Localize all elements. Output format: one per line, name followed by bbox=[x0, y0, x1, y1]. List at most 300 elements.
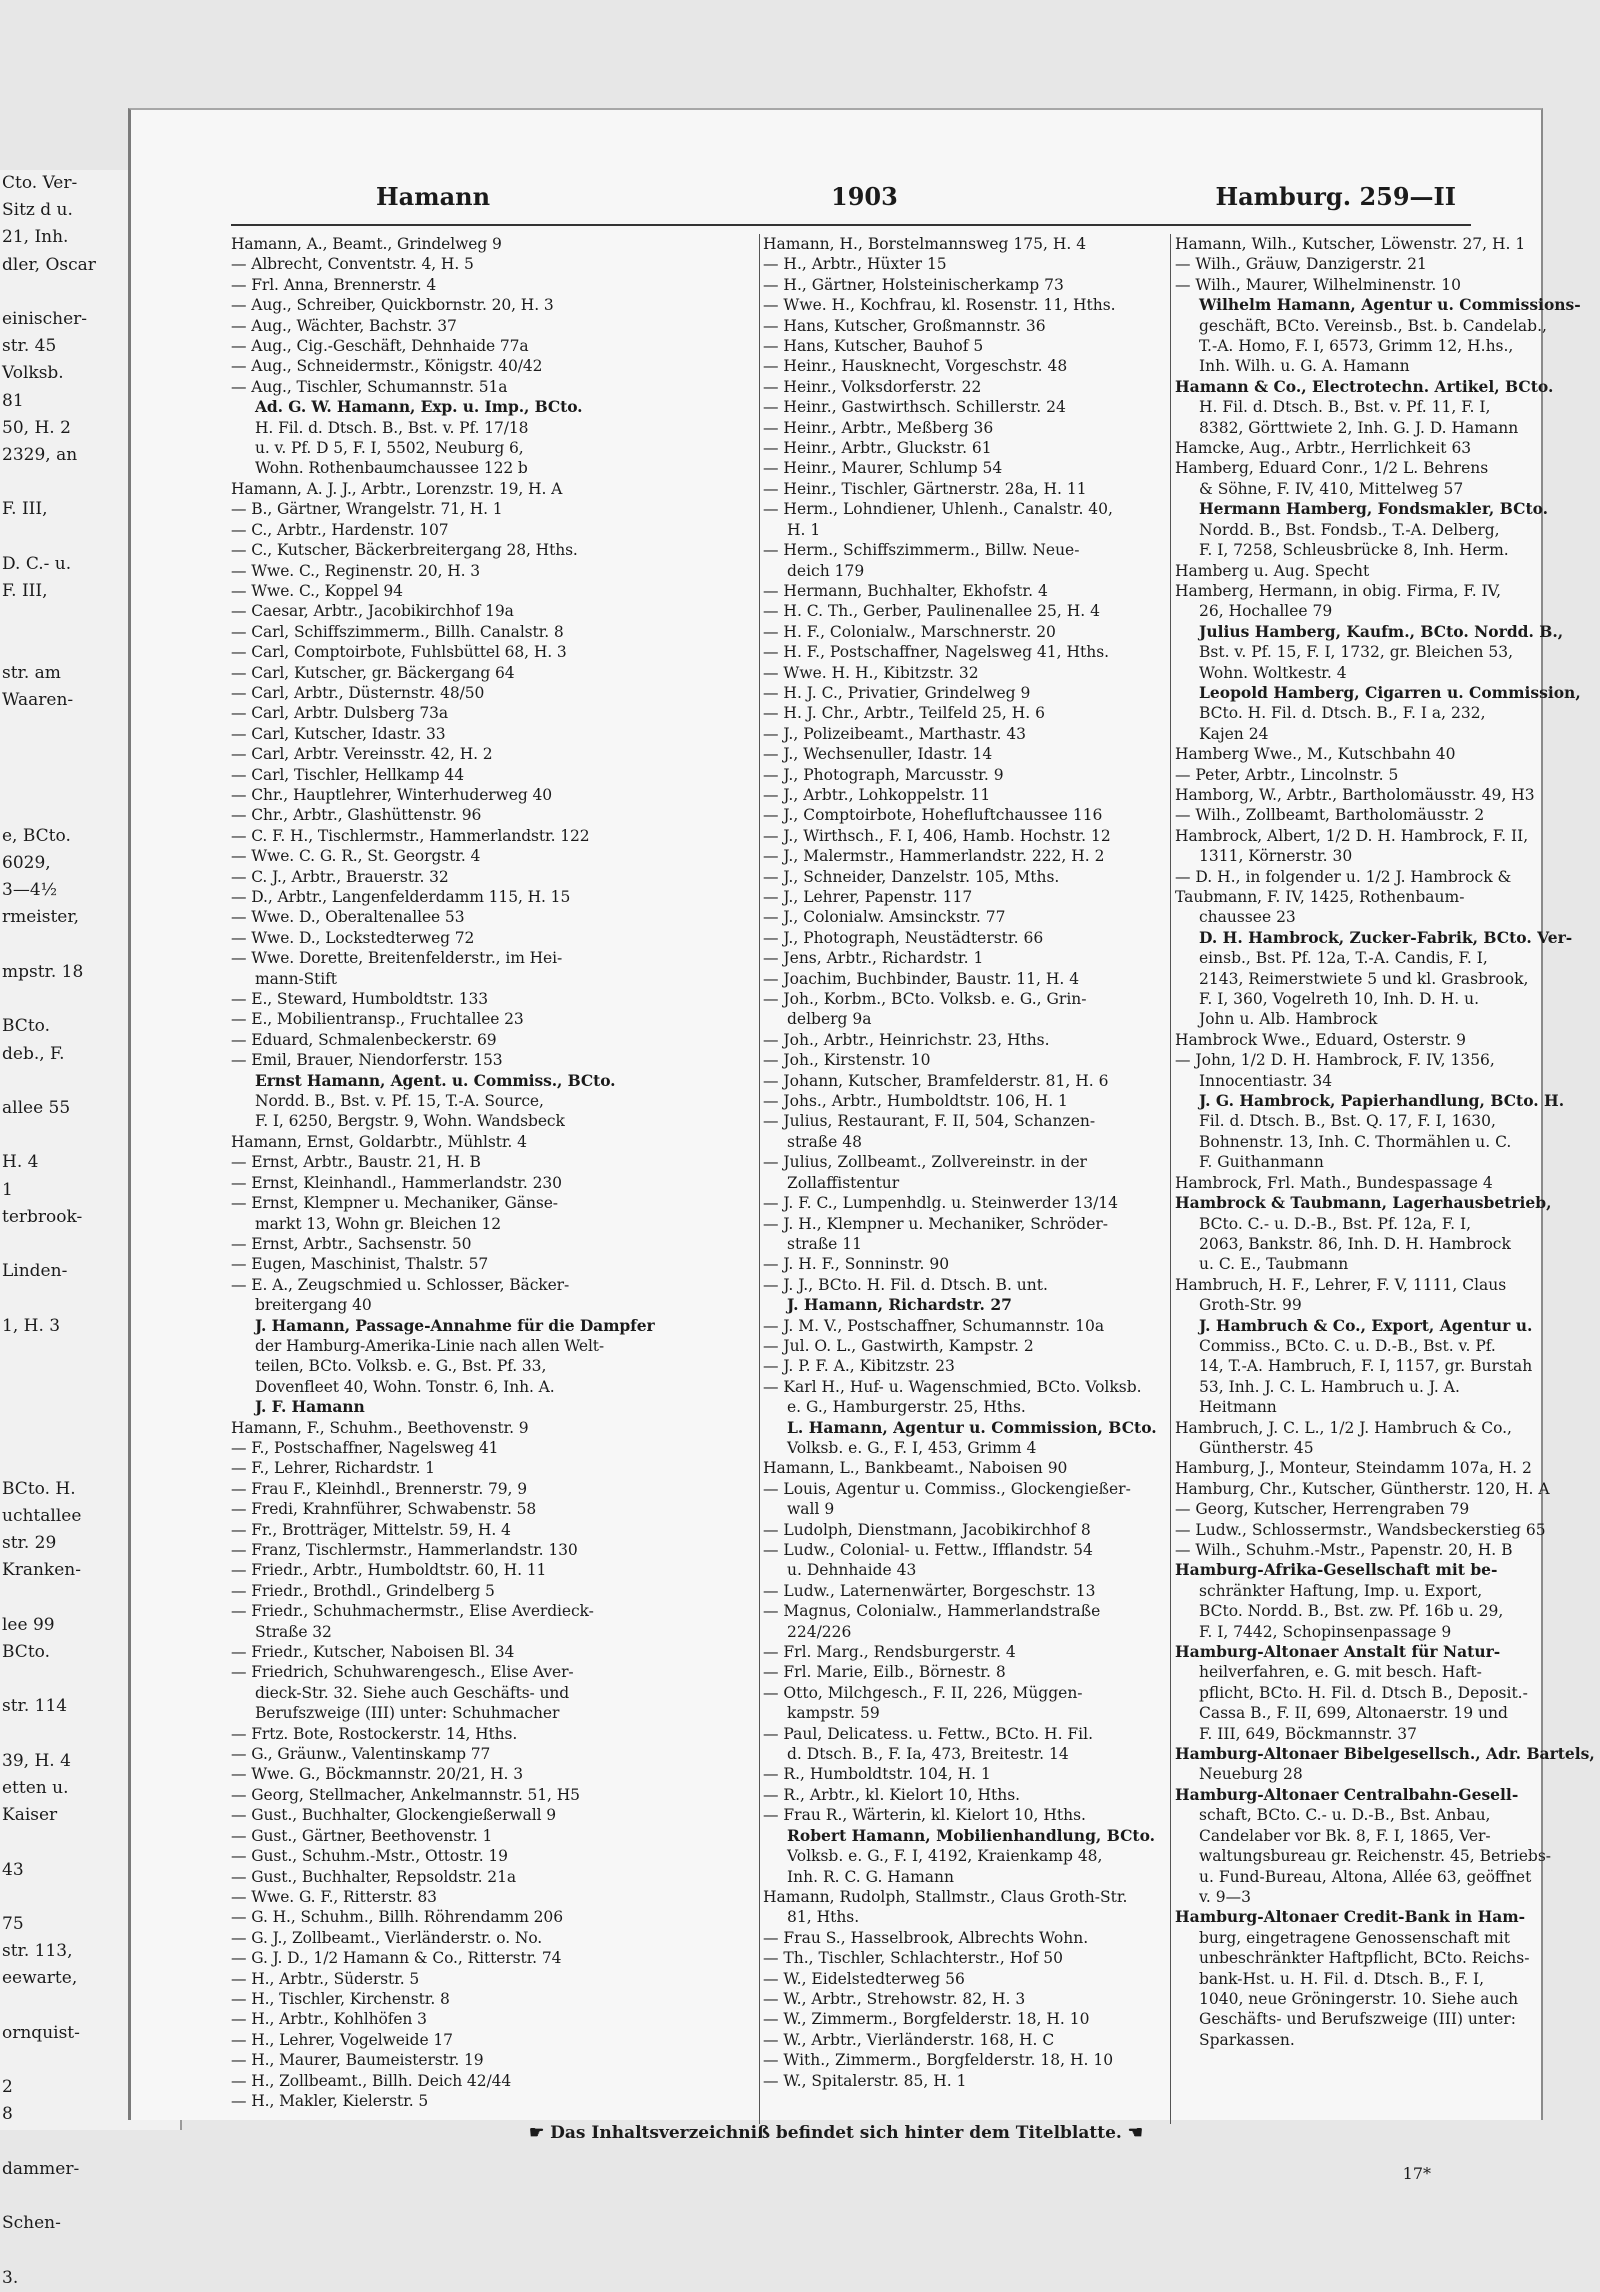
header-name: Hamann bbox=[376, 182, 491, 211]
directory-entry-line: — Ernst, Arbtr., Baustr. 21, H. B bbox=[231, 1153, 481, 1172]
previous-page-line: ornquist- bbox=[2, 2022, 80, 2043]
directory-entry-line: Nordd. B., Bst. Fondsb., T.-A. Delberg, bbox=[1199, 520, 1500, 539]
directory-entry-line: unbeschränkter Haftpflicht, BCto. Reichs- bbox=[1199, 1949, 1530, 1968]
directory-entry-line: Hambruch, H. F., Lehrer, F. V, 1111, Claus bbox=[1175, 1275, 1507, 1294]
directory-entry-line: u. Dehnhaide 43 bbox=[787, 1561, 917, 1580]
directory-entry-line: — C. J., Arbtr., Brauerstr. 32 bbox=[231, 867, 449, 886]
directory-entry-line: — Wwe. C., Koppel 94 bbox=[231, 581, 403, 600]
directory-entry-line: — Herm., Schiffszimmerm., Billw. Neue- bbox=[763, 541, 1080, 560]
directory-entry-line: — D. H., in folgender u. 1/2 J. Hambrock & bbox=[1175, 867, 1512, 886]
directory-entry-line: Wohn. Woltkestr. 4 bbox=[1199, 663, 1347, 682]
directory-entry-line: H. Fil. d. Dtsch. B., Bst. v. Pf. 11, F. I, bbox=[1199, 398, 1491, 417]
directory-entry-line: — G. H., Schuhm., Billh. Röhrendamm 206 bbox=[231, 1908, 563, 1927]
directory-entry-line: — Frau S., Hasselbrook, Albrechts Wohn. bbox=[763, 1928, 1089, 1947]
directory-entry-line: Hamann, Rudolph, Stallmstr., Claus Groth-Str. bbox=[763, 1887, 1128, 1906]
directory-entry-line: — Heinr., Volksdorferstr. 22 bbox=[763, 377, 982, 396]
directory-entry-line: — Joh., Arbtr., Heinrichstr. 23, Hths. bbox=[763, 1030, 1050, 1049]
directory-entry-line: — Hermann, Buchhalter, Ekhofstr. 4 bbox=[763, 581, 1048, 600]
directory-entry-line: — H., Arbtr., Hüxter 15 bbox=[763, 255, 947, 274]
footer-note: ☛ Das Inhaltsverzeichniß befindet sich hinter dem Titelblatte. ☚ bbox=[529, 2123, 1143, 2143]
directory-entry-line: — Otto, Milchgesch., F. II, 226, Müggen- bbox=[763, 1683, 1083, 1702]
directory-entry-line: — J., Photograph, Neustädterstr. 66 bbox=[763, 928, 1044, 947]
directory-entry-line: Leopold Hamberg, Cigarren u. Commission, bbox=[1199, 682, 1581, 702]
directory-entry-line: Hamann, Ernst, Goldarbtr., Mühlstr. 4 bbox=[231, 1132, 527, 1151]
directory-entry-line: F. I, 7442, Schopinsenpassage 9 bbox=[1199, 1622, 1452, 1641]
directory-entry-line: — Heinr., Tischler, Gärtnerstr. 28a, H. 11 bbox=[763, 479, 1087, 498]
directory-entry-line: — E. A., Zeugschmied u. Schlosser, Bäcker- bbox=[231, 1275, 570, 1294]
directory-entry-line: — Jul. O. L., Gastwirth, Kampstr. 2 bbox=[763, 1336, 1034, 1355]
directory-entry-line: F. Guithanmann bbox=[1199, 1153, 1324, 1172]
directory-entry-line: BCto. Nordd. B., Bst. zw. Pf. 16b u. 29, bbox=[1199, 1602, 1504, 1621]
directory-entry-line: — Heinr., Arbtr., Gluckstr. 61 bbox=[763, 439, 992, 458]
directory-entry-line: — H., Lehrer, Vogelweide 17 bbox=[231, 2030, 453, 2049]
previous-page-line: Cto. Ver- bbox=[2, 173, 78, 193]
directory-entry-line: 81, Hths. bbox=[787, 1908, 860, 1927]
previous-page-line: 1, H. 3 bbox=[2, 1315, 61, 1336]
directory-entry-line: — J. H. F., Sonninstr. 90 bbox=[763, 1255, 950, 1274]
directory-entry-line: — H., Makler, Kielerstr. 5 bbox=[231, 2091, 429, 2110]
directory-entry-line: — Joh., Kirstenstr. 10 bbox=[763, 1051, 931, 1070]
directory-entry-line: John u. Alb. Hambrock bbox=[1199, 1010, 1378, 1029]
directory-entry-line: Wohn. Rothenbaumchaussee 122 b bbox=[255, 459, 528, 478]
directory-entry-line: — Carl, Arbtr. Dulsberg 73a bbox=[231, 704, 449, 723]
previous-page-line: Kaiser bbox=[2, 1805, 58, 1826]
directory-entry-line: Julius Hamberg, Kaufm., BCto. Nordd. B., bbox=[1199, 621, 1564, 641]
directory-entry-line: H. 1 bbox=[787, 520, 821, 539]
directory-entry-line: — Gust., Gärtner, Beethovenstr. 1 bbox=[231, 1826, 493, 1845]
previous-page-line: D. C.- u. bbox=[2, 553, 72, 574]
directory-entry-line: — Joh., Korbm., BCto. Volksb. e. G., Grin- bbox=[763, 990, 1087, 1009]
directory-entry-line: — Caesar, Arbtr., Jacobikirchhof 19a bbox=[231, 602, 514, 621]
directory-entry-line: — Carl, Kutscher, Idastr. 33 bbox=[231, 724, 446, 743]
directory-entry-line: dieck-Str. 32. Siehe auch Geschäfts- und bbox=[255, 1683, 570, 1702]
column-3 bbox=[1175, 234, 1595, 2050]
directory-entry-line: Inh. R. C. G. Hamann bbox=[787, 1867, 954, 1886]
directory-entry-line: — Joachim, Buchbinder, Baustr. 11, H. 4 bbox=[763, 969, 1080, 988]
directory-entry-line: — Wwe. H. H., Kibitzstr. 32 bbox=[763, 663, 979, 682]
directory-entry-line: — R., Humboldtstr. 104, H. 1 bbox=[763, 1765, 991, 1784]
previous-page-line: 43 bbox=[2, 1859, 24, 1880]
directory-entry-line: — Hans, Kutscher, Großmannstr. 36 bbox=[763, 316, 1046, 335]
directory-entry-line: — D., Arbtr., Langenfelderdamm 115, H. 15 bbox=[231, 888, 571, 906]
directory-entry-line: H. Fil. d. Dtsch. B., Bst. v. Pf. 17/18 bbox=[255, 418, 529, 437]
directory-entry-line: Güntherstr. 45 bbox=[1199, 1438, 1314, 1457]
directory-entry-line: — Th., Tischler, Schlachterstr., Hof 50 bbox=[763, 1949, 1063, 1968]
directory-entry-line: — Friedrich, Schuhwarengesch., Elise Aver- bbox=[231, 1663, 574, 1682]
directory-entry-line: — Carl, Tischler, Hellkamp 44 bbox=[231, 765, 464, 784]
directory-entry-line: — H., Zollbeamt., Billh. Deich 42/44 bbox=[231, 2071, 512, 2090]
directory-entry-line: — H., Arbtr., Kohlhöfen 3 bbox=[231, 2010, 427, 2029]
directory-entry-line: — E., Steward, Humboldtstr. 133 bbox=[231, 990, 489, 1009]
directory-entry-line: — Julius, Restaurant, F. II, 504, Schanzen- bbox=[763, 1112, 1096, 1131]
directory-entry-line: — Wwe. Dorette, Breitenfelderstr., im Hei- bbox=[231, 949, 563, 968]
directory-entry-line: — F., Lehrer, Richardstr. 1 bbox=[231, 1459, 435, 1478]
directory-entry-line: Kajen 24 bbox=[1199, 724, 1269, 743]
directory-entry-line: J. Hamann, Passage-Annahme für die Dampfer bbox=[255, 1315, 655, 1335]
directory-entry-line: 1311, Körnerstr. 30 bbox=[1199, 847, 1353, 866]
directory-entry-line: wall 9 bbox=[787, 1500, 835, 1519]
directory-entry-line: — C., Kutscher, Bäckerbreitergang 28, Hths. bbox=[231, 541, 578, 560]
directory-entry-line: Berufszweige (III) unter: Schuhmacher bbox=[255, 1704, 560, 1723]
directory-entry-line: & Söhne, F. IV, 410, Mittelweg 57 bbox=[1199, 479, 1464, 498]
directory-entry-line: — Frl. Marg., Rendsburgerstr. 4 bbox=[763, 1643, 1016, 1662]
directory-entry-line: — Eugen, Maschinist, Thalstr. 57 bbox=[231, 1255, 489, 1274]
directory-entry-line: — Wilh., Gräuw, Danzigerstr. 21 bbox=[1175, 255, 1427, 274]
directory-entry-line: 53, Inh. J. C. L. Hambruch u. J. A. bbox=[1199, 1377, 1460, 1396]
directory-entry-line: — With., Zimmerm., Borgfelderstr. 18, H. 10 bbox=[763, 2051, 1114, 2070]
previous-page-line: lee 99 bbox=[2, 1614, 55, 1635]
directory-entry-line: — Herm., Lohndiener, Uhlenh., Canalstr. 40, bbox=[763, 500, 1113, 519]
directory-entry-line: — J., Schneider, Danzelstr. 105, Mths. bbox=[763, 867, 1060, 886]
directory-entry-line: — Wwe. G., Böckmannstr. 20/21, H. 3 bbox=[231, 1765, 523, 1784]
directory-entry-line: — Carl, Arbtr., Düsternstr. 48/50 bbox=[231, 683, 485, 702]
directory-entry-line: — J., Colonialw. Amsinckstr. 77 bbox=[763, 908, 1006, 927]
directory-entry-line: Hamann, Wilh., Kutscher, Löwenstr. 27, H. 1 bbox=[1175, 235, 1526, 253]
previous-page-line: 39, H. 4 bbox=[2, 1750, 71, 1771]
directory-entry-line: waltungsbureau gr. Reichenstr. 45, Betriebs- bbox=[1199, 1847, 1552, 1866]
directory-entry-line: — Wwe. C., Reginenstr. 20, H. 3 bbox=[231, 561, 481, 580]
directory-entry-line: — Emil, Brauer, Niendorferstr. 153 bbox=[231, 1051, 503, 1070]
previous-page-line bbox=[0, 2237, 180, 2264]
directory-entry-line: F. I, 6250, Bergstr. 9, Wohn. Wandsbeck bbox=[255, 1112, 565, 1131]
directory-entry-line: Hamburg, J., Monteur, Steindamm 107a, H. 2 bbox=[1175, 1459, 1532, 1478]
directory-entry-line: BCto. C.- u. D.-B., Bst. Pf. 12a, F. I, bbox=[1199, 1214, 1472, 1233]
directory-entry-line: — C. F. H., Tischlermstr., Hammerlandstr. 122 bbox=[231, 826, 590, 845]
directory-entry-line: — J., Malermstr., Hammerlandstr. 222, H. 2 bbox=[763, 847, 1105, 866]
directory-entry-line: Sparkassen. bbox=[1199, 2030, 1295, 2049]
previous-page-line: eewarte, bbox=[2, 1968, 78, 1989]
directory-entry-line: der Hamburg-Amerika-Linie nach allen Welt- bbox=[255, 1336, 605, 1355]
directory-entry-line: Hamberg, Eduard Conr., 1/2 L. Behrens bbox=[1175, 459, 1489, 478]
directory-entry-line: — Ludw., Colonial- u. Fettw., Ifflandstr. 54 bbox=[763, 1541, 1093, 1559]
previous-page-line: 50, H. 2 bbox=[2, 417, 71, 438]
directory-entry-line: Hamberg u. Aug. Specht bbox=[1175, 561, 1370, 580]
directory-entry-line: Hamburg-Altonaer Anstalt für Natur- bbox=[1175, 1642, 1501, 1662]
directory-entry-line: — J. P. F. A., Kibitzstr. 23 bbox=[763, 1357, 955, 1376]
directory-entry-line: deich 179 bbox=[787, 561, 865, 580]
directory-entry-line: — W., Arbtr., Strehowstr. 82, H. 3 bbox=[763, 1989, 1026, 2008]
directory-entry-line: — Aug., Tischler, Schumannstr. 51a bbox=[231, 377, 508, 396]
directory-entry-line: — Peter, Arbtr., Lincolnstr. 5 bbox=[1175, 765, 1399, 784]
directory-entry-line: L. Hamann, Agentur u. Commission, BCto. bbox=[787, 1417, 1157, 1437]
directory-entry-line: — H. J. Chr., Arbtr., Teilfeld 25, H. 6 bbox=[763, 704, 1045, 723]
directory-entry-line: Hambrock & Taubmann, Lagerhausbetrieb, bbox=[1175, 1193, 1552, 1213]
previous-page-line: deb., F. bbox=[2, 1043, 65, 1064]
directory-entry-line: J. F. Hamann bbox=[255, 1397, 365, 1417]
directory-entry-line: — H. C. Th., Gerber, Paulinenallee 25, H. 4 bbox=[763, 602, 1100, 621]
directory-entry-line: — Fr., Brotträger, Mittelstr. 59, H. 4 bbox=[231, 1520, 511, 1539]
directory-entry-line: — G. J., Zollbeamt., Vierländerstr. o. No. bbox=[231, 1928, 543, 1947]
directory-entry-line: 14, T.-A. Hambruch, F. I, 1157, gr. Burstah bbox=[1199, 1357, 1533, 1376]
directory-entry-line: — Frau F., Kleinhdl., Brennerstr. 79, 9 bbox=[231, 1479, 527, 1498]
directory-entry-line: F. I, 7258, Schleusbrücke 8, Inh. Herm. bbox=[1199, 541, 1509, 560]
directory-entry-line: — Aug., Wächter, Bachstr. 37 bbox=[231, 316, 457, 335]
directory-entry-line: v. 9—3 bbox=[1199, 1887, 1251, 1906]
directory-entry-line: breitergang 40 bbox=[255, 1296, 372, 1315]
directory-entry-line: — Carl, Comptoirbote, Fuhlsbüttel 68, H. 3 bbox=[231, 643, 567, 662]
previous-page-line: 75 bbox=[2, 1914, 24, 1934]
directory-entry-line: — Wilh., Maurer, Wilhelminenstr. 10 bbox=[1175, 275, 1461, 294]
directory-entry-line: — H., Gärtner, Holsteinischerkamp 73 bbox=[763, 275, 1064, 294]
directory-entry-line: — Ludw., Laternenwärter, Borgeschstr. 13 bbox=[763, 1581, 1096, 1600]
directory-entry-line: — Wwe. D., Lockstedterweg 72 bbox=[231, 928, 475, 947]
directory-entry-line: Bohnenstr. 13, Inh. C. Thormählen u. C. bbox=[1199, 1132, 1512, 1151]
directory-entry-line: teilen, BCto. Volksb. e. G., Bst. Pf. 33, bbox=[255, 1357, 547, 1376]
directory-entry-line: — Frtz. Bote, Rostockerstr. 14, Hths. bbox=[231, 1724, 518, 1743]
directory-entry-line: — Franz, Tischlermstr., Hammerlandstr. 130 bbox=[231, 1541, 578, 1559]
previous-page-line: 8 bbox=[2, 2104, 13, 2125]
directory-entry-line: — Heinr., Maurer, Schlump 54 bbox=[763, 459, 1003, 478]
directory-entry-line: d. Dtsch. B., F. Ia, 473, Breitestr. 14 bbox=[787, 1745, 1069, 1764]
directory-entry-line: Heitmann bbox=[1199, 1398, 1277, 1417]
previous-page-line: 3—4½ bbox=[2, 880, 58, 901]
directory-entry-line: u. v. Pf. D 5, F. I, 5502, Neuburg 6, bbox=[255, 439, 524, 458]
directory-entry-line: — W., Spitalerstr. 85, H. 1 bbox=[763, 2071, 967, 2090]
previous-page-line: 81 bbox=[2, 390, 24, 411]
directory-entry-line: — Wilh., Zollbeamt, Bartholomäusstr. 2 bbox=[1175, 806, 1485, 825]
directory-entry-line: — H., Arbtr., Süderstr. 5 bbox=[231, 1969, 420, 1988]
directory-entry-line: Volksb. e. G., F. I, 4192, Kraienkamp 48, bbox=[787, 1847, 1103, 1866]
directory-entry-line: Hamburg-Altonaer Credit-Bank in Ham- bbox=[1175, 1907, 1526, 1927]
directory-entry-line: burg, eingetragene Genossenschaft mit bbox=[1199, 1928, 1510, 1947]
directory-entry-line: Commiss., BCto. C. u. D.-B., Bst. v. Pf. bbox=[1199, 1336, 1496, 1355]
directory-entry-line: — Frl. Anna, Brennerstr. 4 bbox=[231, 275, 437, 294]
previous-page-line: 6029, bbox=[2, 853, 51, 874]
directory-entry-line: Hamcke, Aug., Arbtr., Herrlichkeit 63 bbox=[1175, 439, 1472, 458]
directory-entry-line: Dovenfleet 40, Wohn. Tonstr. 6, Inh. A. bbox=[255, 1377, 555, 1396]
directory-entry-line: Ernst Hamann, Agent. u. Commiss., BCto. bbox=[255, 1070, 616, 1090]
header-city-page bbox=[1215, 182, 1456, 211]
directory-entry-line: Hamburg-Altonaer Centralbahn-Gesell- bbox=[1175, 1784, 1519, 1804]
directory-entry-line: Hamberg Wwe., M., Kutschbahn 40 bbox=[1175, 745, 1456, 764]
directory-entry-line: — J. M. V., Postschaffner, Schumannstr. 10a bbox=[763, 1316, 1105, 1335]
directory-entry-line: — Paul, Delicatess. u. Fettw., BCto. H. Fil. bbox=[763, 1724, 1094, 1743]
directory-entry-line: — Heinr., Gastwirthsch. Schillerstr. 24 bbox=[763, 398, 1066, 417]
directory-entry-line: — J., Photograph, Marcusstr. 9 bbox=[763, 765, 1004, 784]
previous-page-line: 2 bbox=[2, 2077, 13, 2098]
directory-entry-line: — E., Mobilientransp., Fruchtallee 23 bbox=[231, 1010, 524, 1029]
directory-entry-line: T.-A. Homo, F. I, 6573, Grimm 12, H.hs., bbox=[1199, 337, 1514, 356]
directory-entry-line: geschäft, BCto. Vereinsb., Bst. b. Candelab., bbox=[1199, 316, 1547, 335]
directory-entry-line: u. C. E., Taubmann bbox=[1199, 1255, 1349, 1274]
previous-page-line: Waaren- bbox=[2, 689, 74, 710]
directory-entry-line: — Johs., Arbtr., Humboldtstr. 106, H. 1 bbox=[763, 1092, 1068, 1111]
directory-entry-line: u. Fund-Bureau, Altona, Allée 63, geöffnet bbox=[1199, 1867, 1532, 1886]
directory-entry-line: — F., Postschaffner, Nagelsweg 41 bbox=[231, 1438, 499, 1457]
column-2 bbox=[763, 234, 1163, 2091]
directory-entry-line: — J., Comptoirbote, Hohefluftchaussee 116 bbox=[763, 806, 1103, 825]
directory-entry-line: Hamborg, W., Arbtr., Bartholomäusstr. 49, H3 bbox=[1175, 785, 1535, 804]
directory-entry-line: — J. H., Klempner u. Mechaniker, Schröder- bbox=[763, 1214, 1109, 1233]
previous-page-line: rmeister, bbox=[2, 907, 80, 928]
header-rule bbox=[231, 224, 1471, 226]
directory-entry-line: — Aug., Schneidermstr., Königstr. 40/42 bbox=[231, 357, 543, 376]
directory-entry-line: — Friedr., Arbtr., Humboldtstr. 60, H. 11 bbox=[231, 1561, 547, 1580]
directory-entry-line: — Julius, Zollbeamt., Zollvereinstr. in der bbox=[763, 1153, 1087, 1172]
directory-entry-line: delberg 9a bbox=[787, 1010, 872, 1029]
directory-entry-line: Innocentiastr. 34 bbox=[1199, 1071, 1333, 1090]
directory-entry-line: — Aug., Schreiber, Quickbornstr. 20, H. 3 bbox=[231, 296, 554, 315]
directory-entry-line: Inh. Wilh. u. G. A. Hamann bbox=[1199, 357, 1410, 376]
directory-entry-line: Hamburg, Chr., Kutscher, Güntherstr. 120, H. A bbox=[1175, 1479, 1550, 1498]
previous-page-line: BCto. bbox=[2, 1016, 50, 1037]
previous-page-line: str. 113, bbox=[2, 1941, 73, 1962]
previous-page-line: Sitz d u. bbox=[2, 200, 73, 221]
directory-entry-line: — Ludw., Schlossermstr., Wandsbeckerstieg 65 bbox=[1175, 1520, 1546, 1539]
directory-entry-line: — J., Arbtr., Lohkoppelstr. 11 bbox=[763, 785, 991, 804]
directory-entry-line: — J., Wirthsch., F. I, 406, Hamb. Hochstr. 12 bbox=[763, 826, 1111, 845]
directory-entry-line: — Magnus, Colonialw., Hammerlandstraße bbox=[763, 1602, 1101, 1621]
directory-entry-line: Bst. v. Pf. 15, F. I, 1732, gr. Bleichen 53, bbox=[1199, 643, 1514, 662]
directory-entry-line: — Ernst, Kleinhandl., Hammerlandstr. 230 bbox=[231, 1173, 562, 1192]
previous-page-line: BCto. bbox=[2, 1641, 50, 1662]
directory-entry-line: Taubmann, F. IV, 1425, Rothenbaum- bbox=[1175, 888, 1465, 906]
directory-entry-line: Hambruch, J. C. L., 1/2 J. Hambruch & Co., bbox=[1175, 1418, 1512, 1437]
previous-page-line bbox=[0, 2183, 180, 2210]
directory-entry-line: Fil. d. Dtsch. B., Bst. Q. 17, F. I, 1630, bbox=[1199, 1112, 1496, 1131]
column-divider bbox=[759, 234, 760, 2124]
previous-page-line: 21, Inh. bbox=[2, 227, 69, 248]
page-number: 17* bbox=[1402, 2164, 1431, 2183]
directory-entry-line: — Friedr., Schuhmachermstr., Elise Averdieck- bbox=[231, 1602, 594, 1621]
directory-entry-line: schaft, BCto. C.- u. D.-B., Bst. Anbau, bbox=[1199, 1806, 1491, 1825]
header-page: 259—II bbox=[1359, 182, 1456, 211]
directory-entry-line: 8382, Görttwiete 2, Inh. G. J. D. Hamann bbox=[1199, 418, 1519, 437]
directory-entry-line: — Heinr., Arbtr., Meßberg 36 bbox=[763, 418, 994, 437]
directory-entry-line: Hambrock, Frl. Math., Bundespassage 4 bbox=[1175, 1173, 1493, 1192]
previous-page-line: str. 45 bbox=[2, 336, 57, 357]
directory-entry-line: Neueburg 28 bbox=[1199, 1765, 1303, 1784]
directory-entry-line: Candelaber vor Bk. 8, F. I, 1865, Ver- bbox=[1199, 1826, 1491, 1845]
previous-page-line: mpstr. 18 bbox=[2, 961, 84, 982]
directory-entry-line: J. G. Hambrock, Papierhandlung, BCto. H. bbox=[1199, 1091, 1565, 1111]
directory-entry-line: Hamann, A. J. J., Arbtr., Lorenzstr. 19, H. A bbox=[231, 479, 563, 498]
directory-entry-line: — Wwe. C. G. R., St. Georgstr. 4 bbox=[231, 847, 481, 866]
directory-entry-line: — W., Eidelstedterweg 56 bbox=[763, 1969, 965, 1988]
directory-page bbox=[128, 108, 1595, 2183]
directory-entry-line: — Louis, Agentur u. Commiss., Glockengießer- bbox=[763, 1479, 1131, 1498]
directory-entry-line: — Gust., Buchhalter, Repsoldstr. 21a bbox=[231, 1867, 516, 1886]
directory-entry-line: — Wwe. D., Oberaltenallee 53 bbox=[231, 908, 465, 927]
directory-entry-line: 2143, Reimerstwiete 5 und kl. Grasbrook, bbox=[1199, 969, 1529, 988]
directory-entry-line: — Chr., Hauptlehrer, Winterhuderweg 40 bbox=[231, 785, 552, 804]
directory-entry-line: — J., Polizeibeamt., Marthastr. 43 bbox=[763, 724, 1027, 743]
directory-entry-line: — H. J. C., Privatier, Grindelweg 9 bbox=[763, 683, 1031, 702]
previous-page-line: e, BCto. bbox=[2, 825, 71, 846]
directory-entry-line: — Gust., Buchhalter, Glockengießerwall 9 bbox=[231, 1806, 557, 1825]
directory-entry-line: Hamann, A., Beamt., Grindelweg 9 bbox=[231, 235, 502, 253]
previous-page-line: F. III, bbox=[2, 499, 48, 520]
directory-entry-line: markt 13, Wohn gr. Bleichen 12 bbox=[255, 1214, 502, 1233]
directory-entry-line: schränkter Haftung, Imp. u. Export, bbox=[1199, 1581, 1483, 1600]
directory-entry-line: — Ernst, Arbtr., Sachsenstr. 50 bbox=[231, 1234, 472, 1253]
previous-page-line: 2329, an bbox=[2, 445, 78, 466]
directory-entry-line: — Wwe. H., Kochfrau, kl. Rosenstr. 11, Hths. bbox=[763, 296, 1116, 315]
directory-entry-line: — Chr., Arbtr., Glashüttenstr. 96 bbox=[231, 806, 482, 825]
directory-entry-line: Geschäfts- und Berufszweige (III) unter: bbox=[1199, 2010, 1516, 2029]
directory-entry-line: — Heinr., Hausknecht, Vorgeschstr. 48 bbox=[763, 357, 1068, 376]
previous-page-line: H. 4 bbox=[2, 1152, 39, 1173]
header-city: Hamburg. bbox=[1215, 182, 1352, 211]
column-1 bbox=[231, 234, 756, 2111]
directory-entry-line: — C., Arbtr., Hardenstr. 107 bbox=[231, 520, 449, 539]
directory-entry-line: Hamann, H., Borstelmannsweg 175, H. 4 bbox=[763, 235, 1087, 253]
directory-entry-line: J. Hambruch & Co., Export, Agentur u. bbox=[1199, 1315, 1533, 1335]
directory-entry-line: — Jens, Arbtr., Richardstr. 1 bbox=[763, 949, 984, 968]
previous-page-line: 3. bbox=[2, 2267, 19, 2288]
directory-entry-line: Straße 32 bbox=[255, 1622, 332, 1641]
previous-page-line: 1 bbox=[2, 1179, 13, 1200]
directory-entry-line: chaussee 23 bbox=[1199, 908, 1296, 927]
directory-entry-line: e. G., Hamburgerstr. 25, Hths. bbox=[787, 1398, 1026, 1417]
directory-entry-line: — Johann, Kutscher, Bramfelderstr. 81, H. 6 bbox=[763, 1071, 1109, 1090]
directory-entry-line: — Frau R., Wärterin, kl. Kielort 10, Hths. bbox=[763, 1806, 1086, 1825]
directory-entry-line: kampstr. 59 bbox=[787, 1704, 880, 1723]
previous-page-line: terbrook- bbox=[2, 1206, 83, 1227]
page-header bbox=[131, 182, 1541, 218]
directory-entry-line: — Gust., Schuhm.-Mstr., Ottostr. 19 bbox=[231, 1847, 508, 1866]
directory-entry-line: — Albrecht, Conventstr. 4, H. 5 bbox=[231, 255, 474, 274]
previous-page-line: Schen- bbox=[2, 2213, 61, 2234]
column-divider bbox=[1170, 234, 1171, 2124]
directory-entry-line: Nordd. B., Bst. v. Pf. 15, T.-A. Source, bbox=[255, 1092, 544, 1111]
directory-entry-line: — G., Gräunw., Valentinskamp 77 bbox=[231, 1745, 491, 1764]
directory-entry-line: — Friedr., Kutscher, Naboisen Bl. 34 bbox=[231, 1643, 515, 1662]
directory-entry-line: Hermann Hamberg, Fondsmakler, BCto. bbox=[1199, 499, 1549, 519]
directory-entry-line: — Ludolph, Dienstmann, Jacobikirchhof 8 bbox=[763, 1520, 1091, 1539]
directory-entry-line: — Wwe. G. F., Ritterstr. 83 bbox=[231, 1887, 437, 1906]
directory-entry-line: Wilhelm Hamann, Agentur u. Commissions- bbox=[1199, 295, 1581, 315]
directory-entry-line: Hamburg-Afrika-Gesellschaft mit be- bbox=[1175, 1560, 1498, 1580]
directory-entry-line: — H., Maurer, Baumeisterstr. 19 bbox=[231, 2051, 484, 2070]
directory-entry-line: — J., Lehrer, Papenstr. 117 bbox=[763, 888, 973, 906]
directory-entry-line: straße 11 bbox=[787, 1234, 863, 1253]
directory-entry-line: straße 48 bbox=[787, 1132, 863, 1151]
directory-entry-line: Volksb. e. G., F. I, 453, Grimm 4 bbox=[787, 1438, 1037, 1457]
directory-entry-line: 26, Hochallee 79 bbox=[1199, 602, 1333, 621]
directory-entry-line: — Ernst, Klempner u. Mechaniker, Gänse- bbox=[231, 1194, 558, 1213]
directory-entry-line: Hamann, L., Bankbeamt., Naboisen 90 bbox=[763, 1459, 1068, 1478]
directory-entry-line: 2063, Bankstr. 86, Inh. D. H. Hambrock bbox=[1199, 1234, 1511, 1253]
previous-page-line: uchtallee bbox=[2, 1505, 82, 1526]
directory-entry-line: pflicht, BCto. H. Fil. d. Dtsch B., Deposit.- bbox=[1199, 1683, 1528, 1702]
directory-entry-line: Hamberg, Hermann, in obig. Firma, F. IV, bbox=[1175, 581, 1502, 600]
directory-entry-line: — R., Arbtr., kl. Kielort 10, Hths. bbox=[763, 1785, 1021, 1804]
directory-entry-line: — Carl, Schiffszimmerm., Billh. Canalstr. 8 bbox=[231, 622, 564, 641]
previous-page-line: F. III, bbox=[2, 581, 48, 602]
directory-entry-line: Ad. G. W. Hamann, Exp. u. Imp., BCto. bbox=[255, 397, 583, 417]
directory-entry-line: 1040, neue Gröningerstr. 10. Siehe auch bbox=[1199, 1989, 1519, 2008]
directory-entry-line: — H. F., Colonialw., Marschnerstr. 20 bbox=[763, 622, 1056, 641]
directory-entry-line: — Georg, Kutscher, Herrengraben 79 bbox=[1175, 1500, 1470, 1519]
directory-entry-line: 224/226 bbox=[787, 1622, 852, 1641]
previous-page-line: Volksb. bbox=[2, 363, 64, 384]
directory-entry-line: — Fredi, Krahnführer, Schwabenstr. 58 bbox=[231, 1500, 537, 1519]
directory-entry-line: D. H. Hambrock, Zucker-Fabrik, BCto. Ver- bbox=[1199, 927, 1573, 947]
directory-entry-line: — J., Wechsenuller, Idastr. 14 bbox=[763, 745, 993, 764]
directory-entry-line: — J. F. C., Lumpenhdlg. u. Steinwerder 13/14 bbox=[763, 1194, 1119, 1213]
directory-entry-line: — Hans, Kutscher, Bauhof 5 bbox=[763, 337, 984, 356]
directory-entry-line: F. I, 360, Vogelreth 10, Inh. D. H. u. bbox=[1199, 990, 1480, 1009]
directory-entry-line: — Eduard, Schmalenbeckerstr. 69 bbox=[231, 1030, 497, 1049]
directory-entry-line: bank-Hst. u. H. Fil. d. Dtsch. B., F. I, bbox=[1199, 1969, 1485, 1988]
directory-entry-line: Hambrock, Albert, 1/2 D. H. Hambrock, F. II, bbox=[1175, 826, 1529, 845]
directory-entry-line: Zollaffistentur bbox=[787, 1173, 900, 1192]
previous-page-line: str. 114 bbox=[2, 1696, 68, 1717]
directory-entry-line: Hamann, F., Schuhm., Beethovenstr. 9 bbox=[231, 1418, 529, 1437]
directory-entry-line: — B., Gärtner, Wrangelstr. 71, H. 1 bbox=[231, 500, 503, 519]
directory-entry-line: Hamann & Co., Electrotechn. Artikel, BCto. bbox=[1175, 376, 1554, 396]
